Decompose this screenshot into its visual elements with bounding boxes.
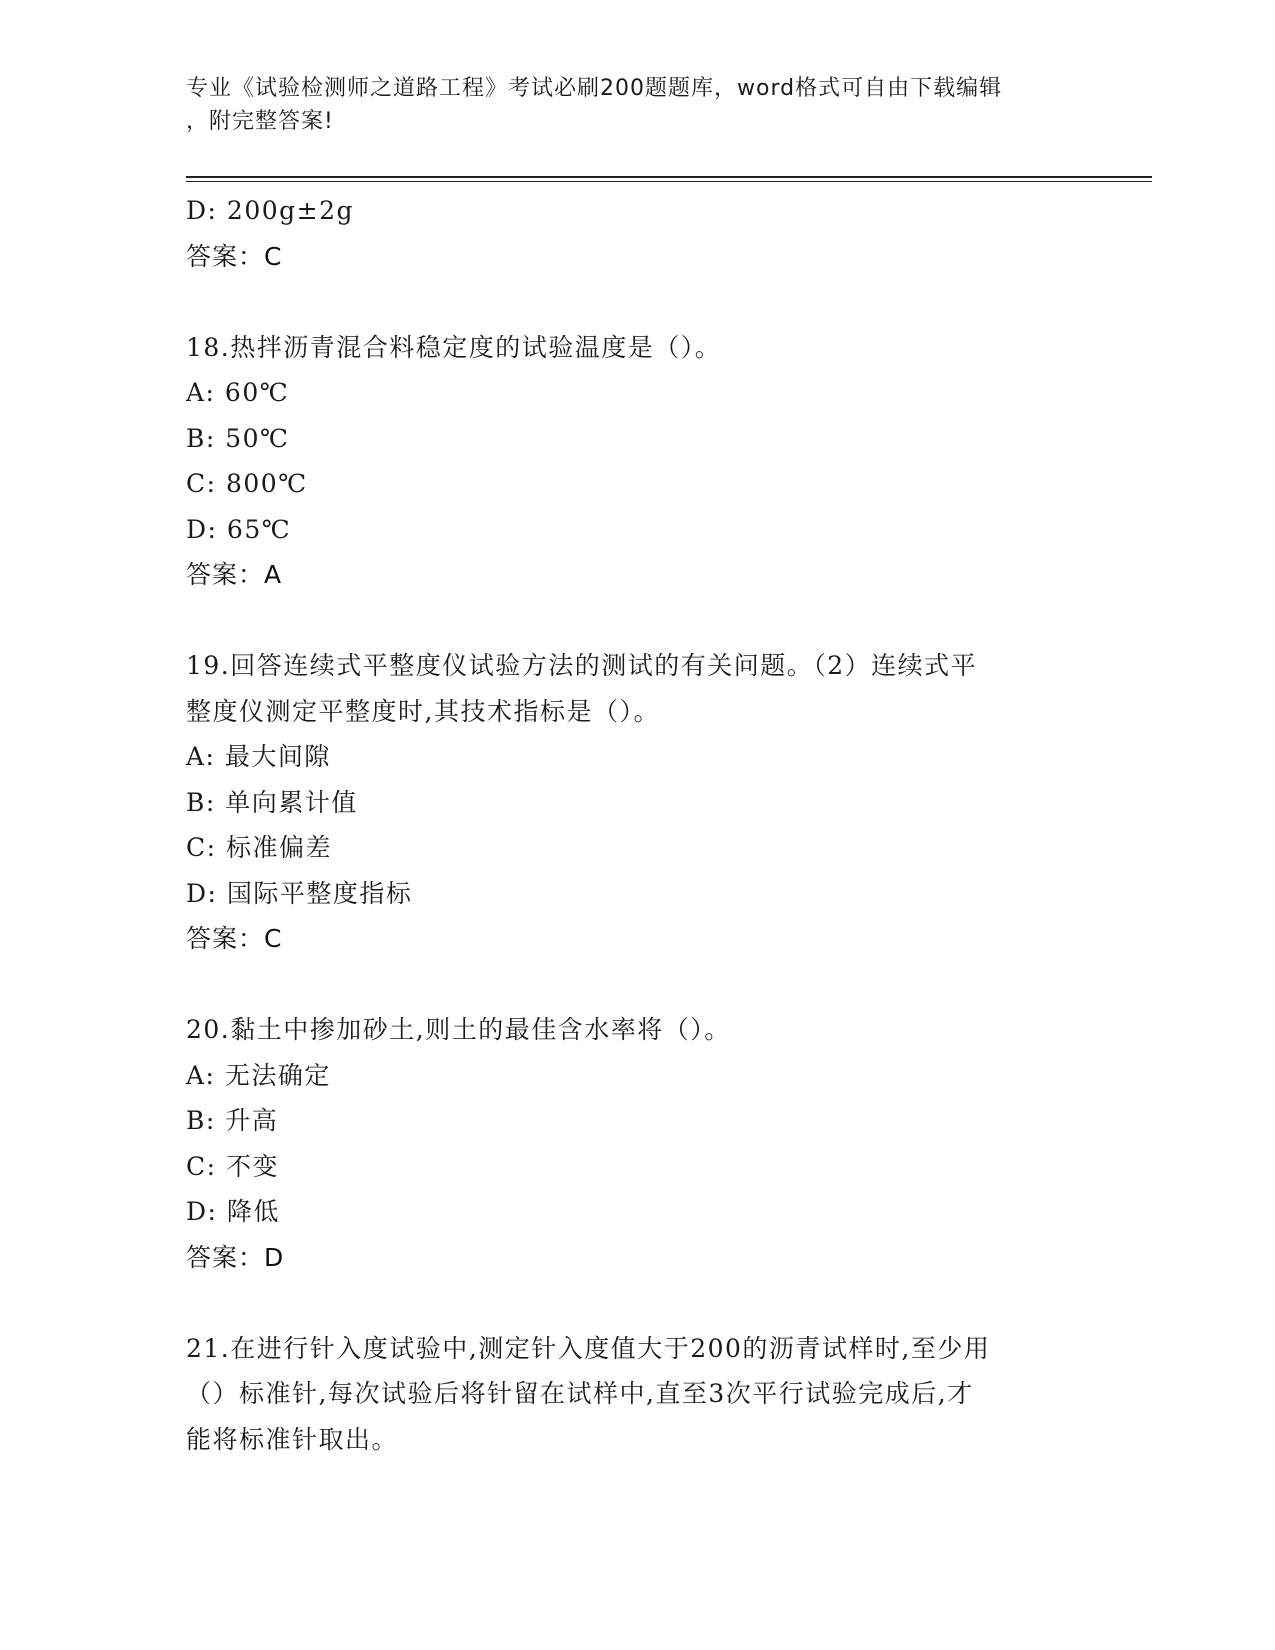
question-text-line-1: 19.回答连续式平整度仪试验方法的测试的有关问题。（2）连续式平: [186, 651, 978, 680]
document-body: [186, 188, 1086, 1462]
option-b: B: 单向累计值: [186, 787, 358, 817]
question-text-line-3: 能将标准针取出。: [186, 1424, 399, 1454]
spacer: [186, 962, 1086, 1008]
header-title-line-2: ，附完整答案!: [186, 109, 334, 134]
option-c: C: 800℃: [186, 469, 308, 498]
question-block-17-tail: [186, 188, 1086, 279]
question-block-18: [186, 325, 1086, 598]
spacer: [186, 279, 1086, 325]
header-divider-thick: [186, 176, 1152, 178]
header-title-line-1: 专业《试验检测师之道路工程》考试必刷200题题库，word格式可自由下载编辑: [186, 76, 1003, 101]
option-a: A: 无法确定: [186, 1060, 331, 1090]
spacer: [186, 598, 1086, 644]
question-text-line-2: （）标准针,每次试验后将针留在试样中,直至3次平行试验完成后,才: [186, 1379, 974, 1408]
option-d: D: 65℃: [186, 514, 292, 544]
question-text-line-1: 21.在进行针入度试验中,测定针入度值大于200的沥青试样时,至少用: [186, 1333, 991, 1363]
option-a: A: 最大间隙: [186, 742, 331, 771]
option-c: C: 标准偏差: [186, 833, 332, 862]
question-block-20: [186, 1007, 1086, 1280]
answer-line: 答案：D: [186, 1242, 285, 1272]
answer-line: 答案：C: [186, 241, 283, 271]
option-b: B: 升高: [186, 1106, 279, 1135]
spacer: [186, 1280, 1086, 1326]
header-divider-thin: [186, 181, 1152, 182]
option-a: A: 60℃: [186, 378, 290, 407]
question-text: 20.黏土中掺加砂土,则土的最佳含水率将（）。: [186, 1015, 731, 1044]
answer-line: 答案：A: [186, 560, 283, 589]
document-header: [186, 72, 1066, 138]
option-b: B: 50℃: [186, 423, 290, 453]
question-block-19: [186, 643, 1086, 962]
question-text: 18.热拌沥青混合料稳定度的试验温度是（）。: [186, 332, 722, 362]
answer-line: 答案：C: [186, 924, 283, 953]
option-d: D: 200g±2g: [186, 196, 354, 225]
option-d: D: 国际平整度指标: [186, 878, 413, 908]
option-d: D: 降低: [186, 1197, 280, 1226]
question-block-21: [186, 1326, 1086, 1463]
option-c: C: 不变: [186, 1151, 279, 1181]
question-text-line-2: 整度仪测定平整度时,其技术指标是（）。: [186, 696, 660, 726]
